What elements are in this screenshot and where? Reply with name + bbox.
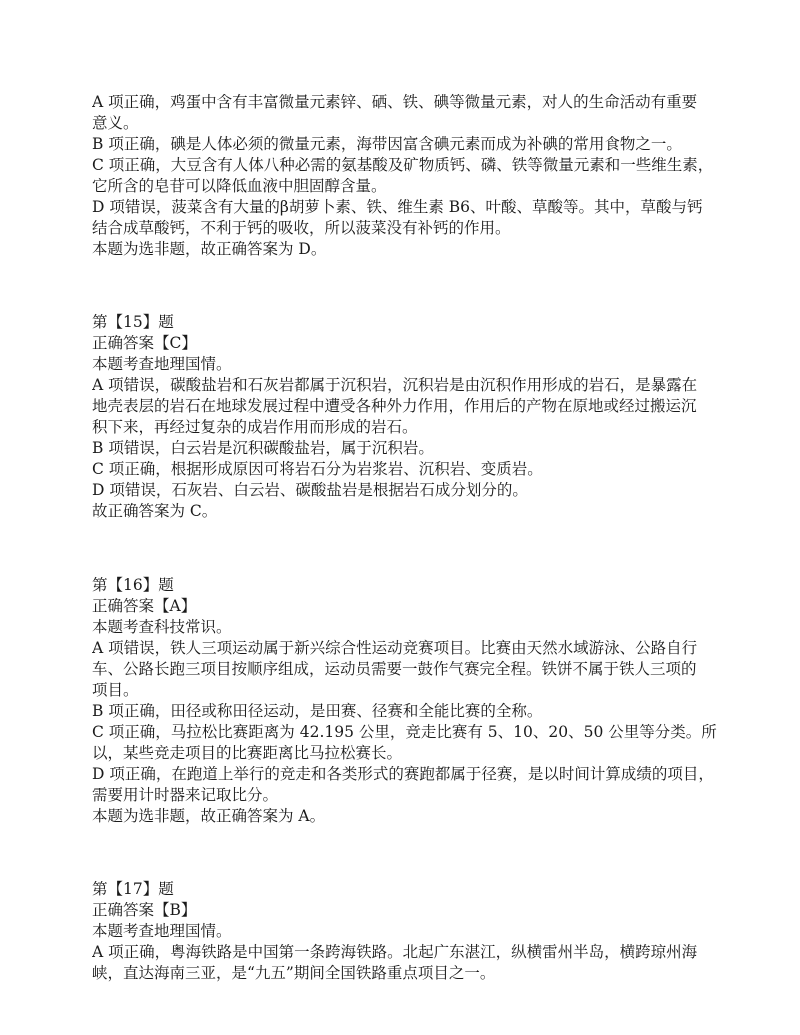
text-line: 意义。 (92, 114, 139, 132)
text-line: 需要用计时器来记取比分。 (92, 786, 279, 804)
text-line: 地壳表层的岩石在地球发展过程中遭受各种外力作用，作用后的产物在原地或经过搬运沉 (92, 397, 697, 415)
text-line: D 项错误，石灰岩、白云岩、碳酸盐岩是根据岩石成分划分的。 (92, 481, 528, 499)
text-line: D 项错误，菠菜含有大量的β胡萝卜素、铁、维生素 B6、叶酸、草酸等。其中，草酸与钙 (92, 198, 703, 216)
text-line: 结合成草酸钙，不利于钙的吸收，所以菠菜没有补钙的作用。 (92, 219, 511, 237)
text-line: 它所含的皂苷可以降低血液中胆固醇含量。 (92, 177, 387, 195)
correct-answer: 正确答案【B】 (92, 901, 197, 919)
text-line: 积下来，再经过复杂的成岩作用而形成的岩石。 (92, 418, 418, 436)
text-line: A 项错误，碳酸盐岩和石灰岩都属于沉积岩，沉积岩是由沉积作用形成的岩石，是暴露在 (92, 376, 698, 394)
text-line: 车、公路长跑三项目按顺序组成，运动员需要一鼓作气赛完全程。铁饼不属于铁人三项的 (92, 660, 697, 678)
text-line: B 项正确，碘是人体必须的微量元素，海带因富含碘元素而成为补碘的常用食物之一。 (92, 135, 682, 153)
text-line: B 项错误，白云岩是沉积碳酸盐岩，属于沉积岩。 (92, 439, 434, 457)
question-number: 第【16】题 (92, 576, 174, 594)
correct-answer: 正确答案【A】 (92, 597, 197, 615)
conclusion-line: 本题为选非题，故正确答案为 A。 (92, 807, 326, 825)
text-line: 峡，直达海南三亚，是“九五”期间全国铁路重点项目之一。 (92, 964, 496, 982)
text-line: B 项正确，田径或称田径运动，是田赛、径赛和全能比赛的全称。 (92, 702, 543, 720)
document-page (92, 92, 720, 984)
text-line: A 项错误，铁人三项运动属于新兴综合性运动竞赛项目。比赛由天然水域游泳、公路自行 (92, 639, 698, 657)
text-line: A 项正确，粤海铁路是中国第一条跨海铁路。北起广东湛江，纵横雷州半岛，横跨琼州海 (92, 943, 698, 961)
text-line: 项目。 (92, 681, 139, 699)
text-line: D 项正确，在跑道上举行的竞走和各类形式的赛跑都属于径赛，是以时间计算成绩的项目， (92, 765, 714, 783)
answer-explanation-14 (92, 92, 720, 260)
text-line: 以，某些竞走项目的比赛距离比马拉松赛长。 (92, 744, 403, 762)
question-topic: 本题考查地理国情。 (92, 922, 232, 940)
conclusion-line: 故正确答案为 C。 (92, 502, 218, 520)
question-15 (92, 312, 720, 522)
correct-answer: 正确答案【C】 (92, 334, 197, 352)
text-line: C 项正确，根据形成原因可将岩石分为岩浆岩、沉积岩、变质岩。 (92, 460, 543, 478)
question-16 (92, 575, 720, 827)
question-topic: 本题考查地理国情。 (92, 355, 232, 373)
text-line: A 项正确，鸡蛋中含有丰富微量元素锌、硒、铁、碘等微量元素，对人的生命活动有重要 (92, 93, 698, 111)
text-line: C 项正确，大豆含有人体八种必需的氨基酸及矿物质钙、磷、铁等微量元素和一些维生素， (92, 156, 714, 174)
question-number: 第【15】题 (92, 313, 174, 331)
question-17 (92, 879, 720, 984)
text-line: C 项正确，马拉松比赛距离为 42.195 公里，竞走比赛有 5、10、20、50 公里等分类。所 (92, 723, 717, 741)
conclusion-line: 本题为选非题，故正确答案为 D。 (92, 240, 327, 258)
question-number: 第【17】题 (92, 880, 174, 898)
question-topic: 本题考查科技常识。 (92, 618, 232, 636)
